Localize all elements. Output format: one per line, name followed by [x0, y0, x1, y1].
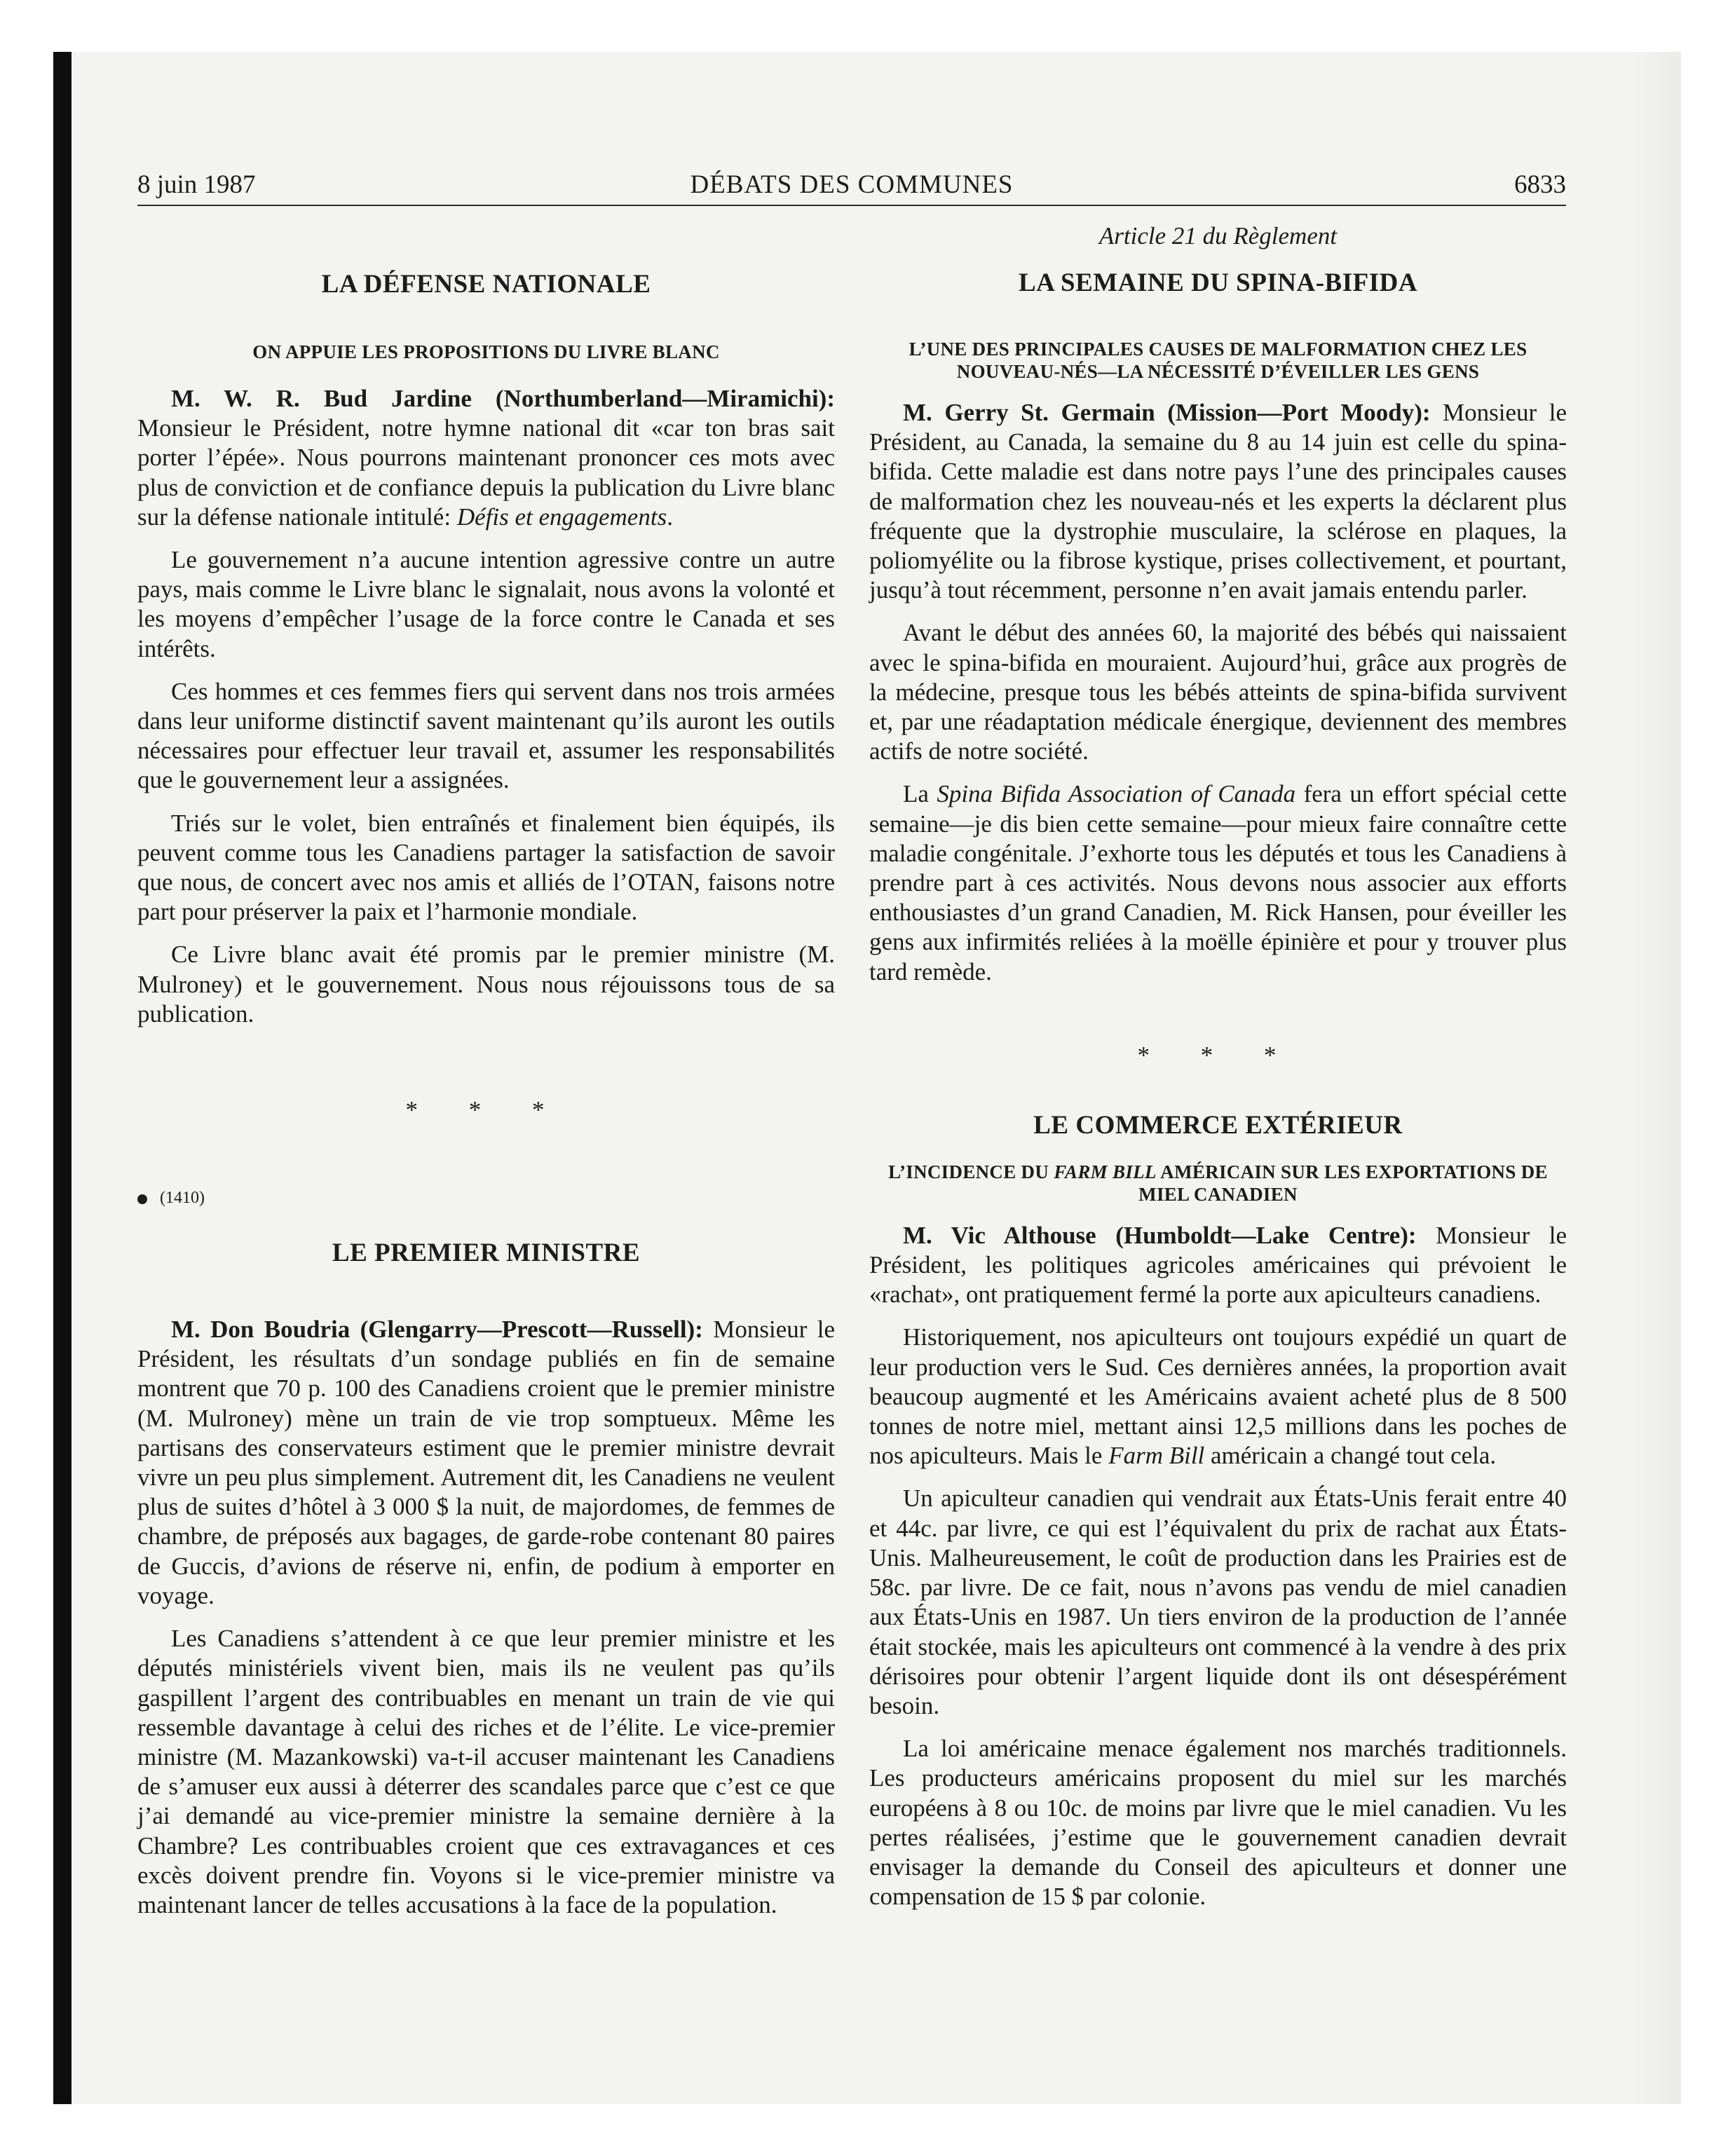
section-separator: * * * [405, 1096, 567, 1124]
bullet-icon [137, 1194, 147, 1204]
speaker-name: M. W. R. Bud Jardine (Northumberland—Miramichi): [171, 385, 835, 412]
paragraph: M. W. R. Bud Jardine (Northumberland—Miramichi): Monsieur le Président, notre hymne national dit «car ton bras sait porter l’épée». Nous pourrons maintenant prononcer ces mots avec plus de conviction et de confiance depuis la publication du Livre blanc sur la défense nationale intitulé: Défis et engagements. [137, 385, 835, 531]
header-page-number: 6833 [1514, 170, 1566, 199]
time-marker: (1410) [137, 1186, 835, 1210]
section-subheading-trade: L’INCIDENCE DU FARM BILL AMÉRICAIN SUR LES EXPORTATIONS DE MIEL CANADIEN [888, 1161, 1548, 1205]
section-heading-spina-bifida: LA SEMAINE DU SPINA-BIFIDA [1018, 268, 1418, 297]
paragraph: La loi américaine menace également nos marchés traditionnels. Les producteurs américains proposent du miel sur les marchés européens à 8 ou 10c. de moins par livre que le miel canadien. Vu les pertes réalisées, j’estime que le gouvernement canadien devrait envisager la demande du Conseil des apiculteurs et donner une compensation de 15 $ par colonie. [869, 1735, 1567, 1911]
paragraph: La Spina Bifida Association of Canada fera un effort spécial cette semaine—je dis bien cette semaine—pour mieux faire connaître cette maladie congénitale. J’exhorte tous les députés et tous les Canadiens à prendre part à ces activités. Nous devons nous associer aux efforts enthousiastes d’un grand Canadien, M. Rick Hansen, pour éveiller les gens aux infirmités reliées à la moëlle épinière et pour y trouver plus tard remède. [869, 780, 1567, 985]
paragraph: M. Don Boudria (Glengarry—Prescott—Russell): Monsieur le Président, les résultats d’un sondage publiés en fin de semaine montrent que 70 p. 100 des Canadiens croient que le premier ministre (M. Mulroney) mène un train de vie trop somptueux. Même les partisans des conservateurs estiment que le premier ministre devrait vivre un peu plus simplement. Autrement dit, les Canadiens ne veulent plus de suites d’hôtel à 3 000 $ la nuit, de majordomes, de femmes de chambre, de préposés aux bagages, de garde-robe contenant 80 paires de Guccis, d’avions de réserve ni, enfin, de podium à emporter en voyage. [137, 1316, 836, 1609]
paragraph: Ces hommes et ces femmes fiers qui servent dans nos trois armées dans leur uniforme distinctif savent maintenant qu’ils auront les outils nécessaires pour effectuer leur travail et, assumer les responsabilités que le gouvernement leur a assignées. [137, 677, 835, 794]
section-heading-trade: LE COMMERCE EXTÉRIEUR [1033, 1110, 1403, 1140]
paragraph: Avant le début des années 60, la majorité des bébés qui naissaient avec le spina-bifida en mouraient. Aujourd’hui, grâce aux progrès de la médecine, presque tous les bébés atteints de spina-bifida survivent et, par une réadaptation médicale énergique, deviennent des membres actifs de notre société. [869, 619, 1567, 765]
left-column [137, 210, 835, 1920]
paragraph: M. Gerry St. Germain (Mission—Port Moody): Monsieur le Président, au Canada, la semaine du 8 au 14 juin est celle du spina-bifida. Cette maladie est dans notre pays l’une des principales causes de malformation chez les nouveau-nés et les experts la déclarent plus fréquente que la dystrophie musculaire, la sclérose en plaques, la poliomyélite ou la fibrose kystique, prises collectivement, et pourtant, jusqu’à tout récemment, personne n’en avait jamais entendu parler. [869, 399, 1567, 604]
scan-edge-shadow [1633, 52, 1681, 2104]
paragraph: Triés sur le volet, bien entraînés et finalement bien équipés, ils peuvent comme tous les Canadiens partager la satisfaction de savoir que nous, de concert avec nos amis et alliés de l’OTAN, faisons notre part pour préserver la paix et l’harmonie mondiale. [137, 809, 835, 926]
section-subheading-spina-bifida: L’UNE DES PRINCIPALES CAUSES DE MALFORMATION CHEZ LES NOUVEAU-NÉS—LA NÉCESSITÉ D’ÉVEILLER LES GENS [909, 339, 1528, 382]
paragraph: Le gouvernement n’a aucune intention agressive contre un autre pays, mais comme le Livre blanc le signalait, nous avons la volonté et les moyens d’empêcher l’usage de la force contre le Canada et ses intérêts. [137, 546, 835, 662]
page-header [137, 168, 1566, 206]
paragraph: Ce Livre blanc avait été promis par le premier ministre (M. Mulroney) et le gouvernement. Nous nous réjouissons tous de sa publication. [137, 941, 835, 1028]
header-title: DÉBATS DES COMMUNES [690, 170, 1014, 199]
section-subheading-defense: ON APPUIE LES PROPOSITIONS DU LIVRE BLANC [252, 341, 720, 362]
speaker-name: M. Don Boudria (Glengarry—Prescott—Russell): [171, 1316, 703, 1344]
paragraph: M. Vic Althouse (Humboldt—Lake Centre): Monsieur le Président, les politiques agricoles américaines qui prévoient le «rachat», ont pratiquement fermé la porte aux apiculteurs canadiens. [869, 1221, 1567, 1309]
paragraph: Les Canadiens s’attendent à ce que leur premier ministre et les députés ministériels vivent bien, mais ils ne veulent pas qu’ils gaspillent l’argent des contribuables en menant un train de vie qui ressemble davantage à celui des riches et de l’élite. Le vice-premier ministre (M. Mazankowski) va-t-il accuser maintenant les Canadiens de s’amuser eux aussi à déterrer des scandales parce que c’est ce que j’ai demandé au vice-premier ministre la semaine dernière à la Chambre? Les contribuables croient que ces extravagances et ces excès doivent prendre fin. Voyons si le vice-premier ministre va maintenant lancer de telles accusations à la face de la population. [137, 1625, 835, 1918]
speaker-name: M. Gerry St. Germain (Mission—Port Moody): [903, 399, 1431, 426]
section-separator: * * * [1137, 1041, 1299, 1069]
header-date: 8 juin 1987 [137, 170, 256, 199]
speaker-name: M. Vic Althouse (Humboldt—Lake Centre): [903, 1221, 1417, 1249]
scan-binding-edge [53, 52, 72, 2104]
section-heading-defense: LA DÉFENSE NATIONALE [321, 270, 651, 299]
section-heading-pm: LE PREMIER MINISTRE [332, 1239, 641, 1268]
article-label: Article 21 du Règlement [1098, 222, 1338, 250]
paragraph: Historiquement, nos apiculteurs ont toujours expédié un quart de leur production vers le Sud. Ces dernières années, la proportion avait beaucoup augmenté et les Américains avaient acheté plus de 8 500 tonnes de notre miel, mettant ainsi 12,5 millions dans les poches de nos apiculteurs. Mais le Farm Bill américain a changé tout cela. [869, 1323, 1567, 1470]
right-column [869, 210, 1567, 1911]
paragraph: Un apiculteur canadien qui vendrait aux États-Unis ferait entre 40 et 44c. par livre, ce qui est l’équivalent du prix de rachat aux États-Unis. Malheureusement, le coût de production dans les Prairies est de 58c. par livre. De ce fait, nous n’avons pas vendu de miel canadien aux États-Unis en 1987. Un tiers environ de la production de l’année était stockée, mais les apiculteurs ont commencé à la vendre à des prix dérisoires pour obtenir l’argent liquide dont ils ont désespérément besoin. [869, 1485, 1567, 1719]
